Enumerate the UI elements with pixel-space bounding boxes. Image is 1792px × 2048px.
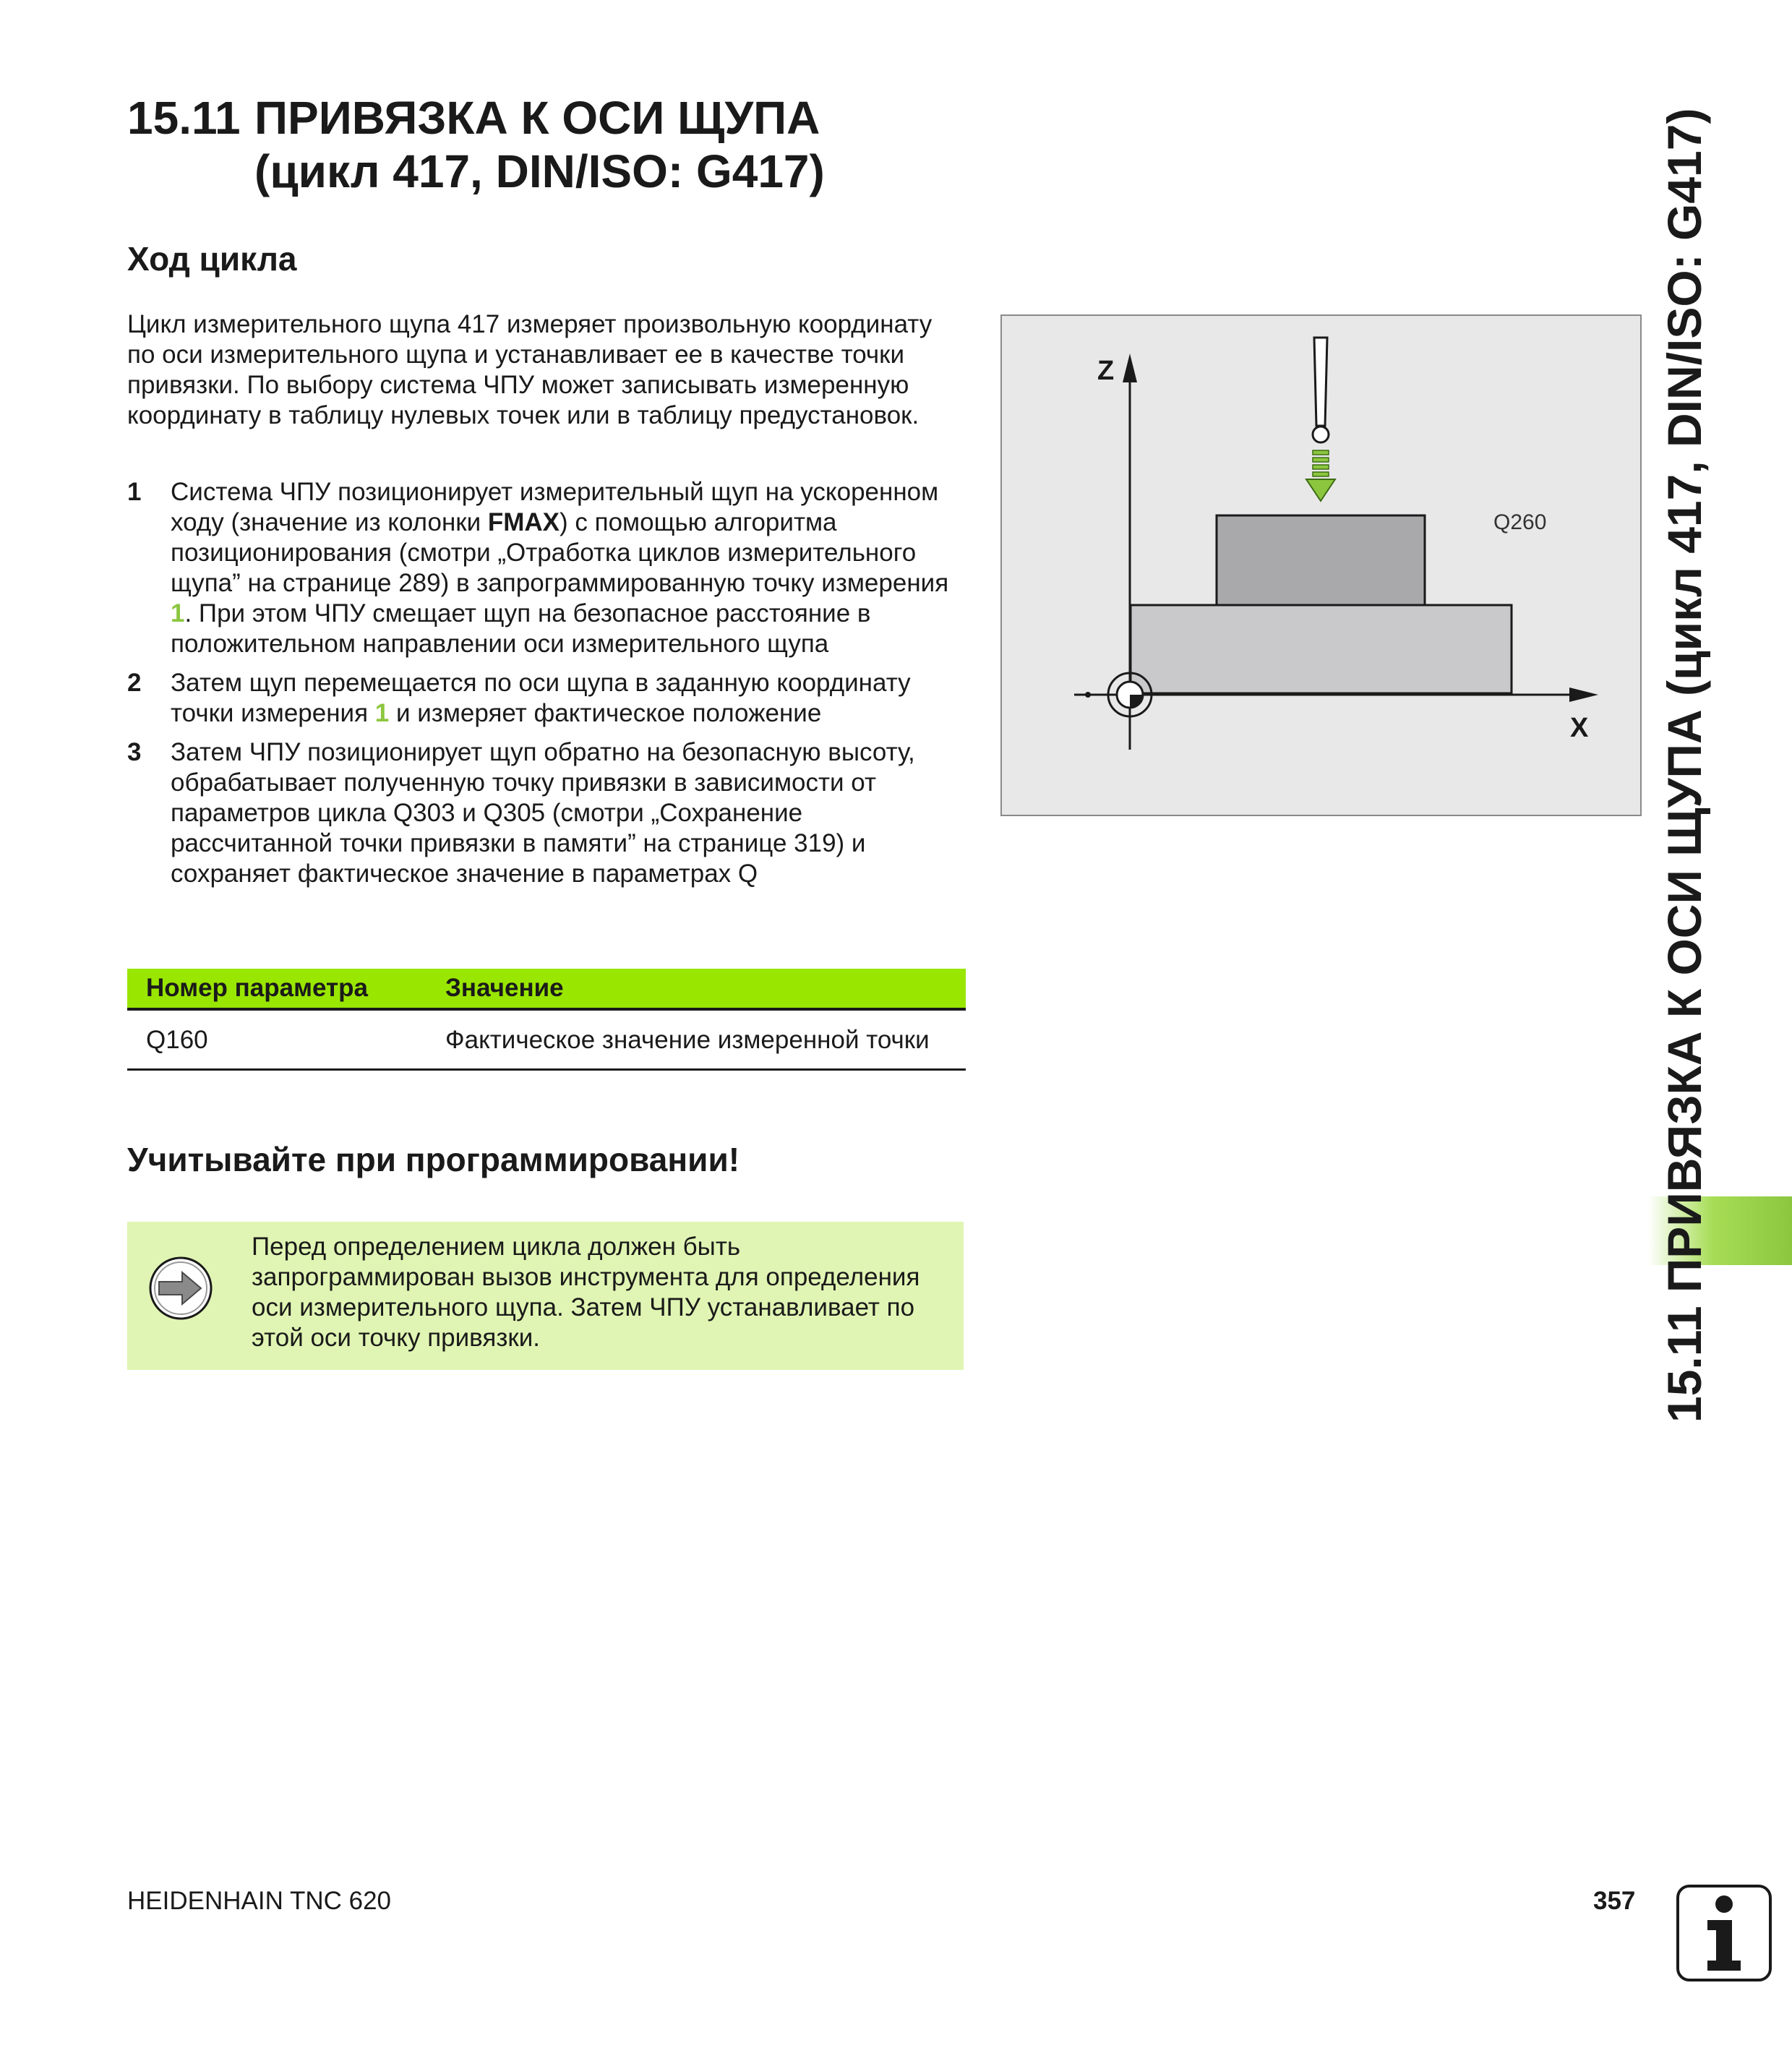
step-text-part: . При этом ЧПУ смещает щуп на безопасное расстояние в положительном направлении оси измерительного щупа <box>171 599 871 658</box>
step-text: Затем ЧПУ позиционирует щуп обратно на безопасную высоту, обрабатывает полученную точку привязки в зависимости от параметров цикла Q303 и Q305 (смотри „Сохранение рассчитанной точки привязки в памяти” на странице 319) и сохраняет фактическое значение в параметрах Q <box>171 738 915 888</box>
side-title: 15.11 ПРИВЯЗКА К ОСИ ЩУПА (цикл 417, DIN/ISO: G417) <box>1658 108 1711 1423</box>
programming-heading: Учитывайте при программировании! <box>127 1141 740 1178</box>
step-text-part: и измеряет фактическое положение <box>389 699 822 727</box>
steps-list <box>127 477 966 898</box>
upper-block <box>1217 515 1425 605</box>
probe-stylus-icon <box>1313 338 1329 442</box>
step-text-part: Затем щуп перемещается по оси щупа в заданную координату точки измерения <box>171 669 911 727</box>
step-text <box>171 477 966 659</box>
step-3 <box>127 737 966 889</box>
step-number: 2 <box>127 669 142 697</box>
z-axis-label: Z <box>1097 356 1115 386</box>
x-axis-arrow-icon <box>1569 687 1598 702</box>
x-axis-label: X <box>1570 713 1589 743</box>
param-cell: Q160 <box>146 1026 208 1054</box>
step-number: 1 <box>127 478 142 506</box>
step-text <box>171 668 966 729</box>
diagram-graphic <box>1002 316 1640 815</box>
table-row <box>127 1011 966 1071</box>
col-header-param: Номер параметра <box>146 974 368 1002</box>
step-1 <box>127 477 966 659</box>
step-number: 3 <box>127 738 142 766</box>
direction-arrow-icon <box>1306 450 1335 501</box>
intro-paragraph: Цикл измерительного щупа 417 измеряет произвольную координату по оси измерительного щупа и устанавливает ее в качестве точки привязки. По выбору система ЧПУ может записывать измеренную координату в таблицу нулевых точек или в таблицу предустановок. <box>127 310 933 429</box>
page-number: 357 <box>1593 1887 1636 1915</box>
fmax-keyword: FMAX <box>487 508 560 536</box>
arrow-right-icon <box>147 1255 214 1321</box>
title-line1: ПРИВЯЗКА К ОСИ ЩУПА <box>254 92 820 144</box>
page-title <box>127 91 825 198</box>
step-text-part: ) с помощью алгоритма позиционирования (смотри „Отработка циклов измерительного щупа” на странице 289) в запрограммированную точку измерения <box>171 508 949 597</box>
q260-label: Q260 <box>1493 510 1547 534</box>
base-block <box>1131 605 1512 693</box>
col-header-value: Значение <box>445 974 564 1002</box>
table-header <box>127 969 966 1011</box>
probe-diagram <box>1000 314 1642 816</box>
section-number: 15.11 <box>127 92 241 144</box>
note-text: Перед определением цикла должен быть запрограммирован вызов инструмента для определения оси измерительного щупа. Затем ЧПУ устанавливает по этой оси точку привязки. <box>252 1233 920 1352</box>
parameter-table <box>127 969 966 1071</box>
value-cell: Фактическое значение измеренной точки <box>445 1026 930 1054</box>
note-box <box>127 1222 964 1370</box>
step-2 <box>127 668 966 729</box>
step-text-part: Система ЧПУ позиционирует измерительный щуп на ускоренном ходу (значение из колонки <box>171 478 939 536</box>
point-ref: 1 <box>171 599 185 627</box>
footer-product: HEIDENHAIN TNC 620 <box>127 1887 392 1915</box>
z-axis-arrow-icon <box>1123 354 1137 382</box>
info-icon <box>1676 1884 1772 1982</box>
cycle-heading: Ход цикла <box>127 240 297 278</box>
title-line2: (цикл 417, DIN/ISO: G417) <box>254 145 825 197</box>
point-ref: 1 <box>374 699 390 727</box>
